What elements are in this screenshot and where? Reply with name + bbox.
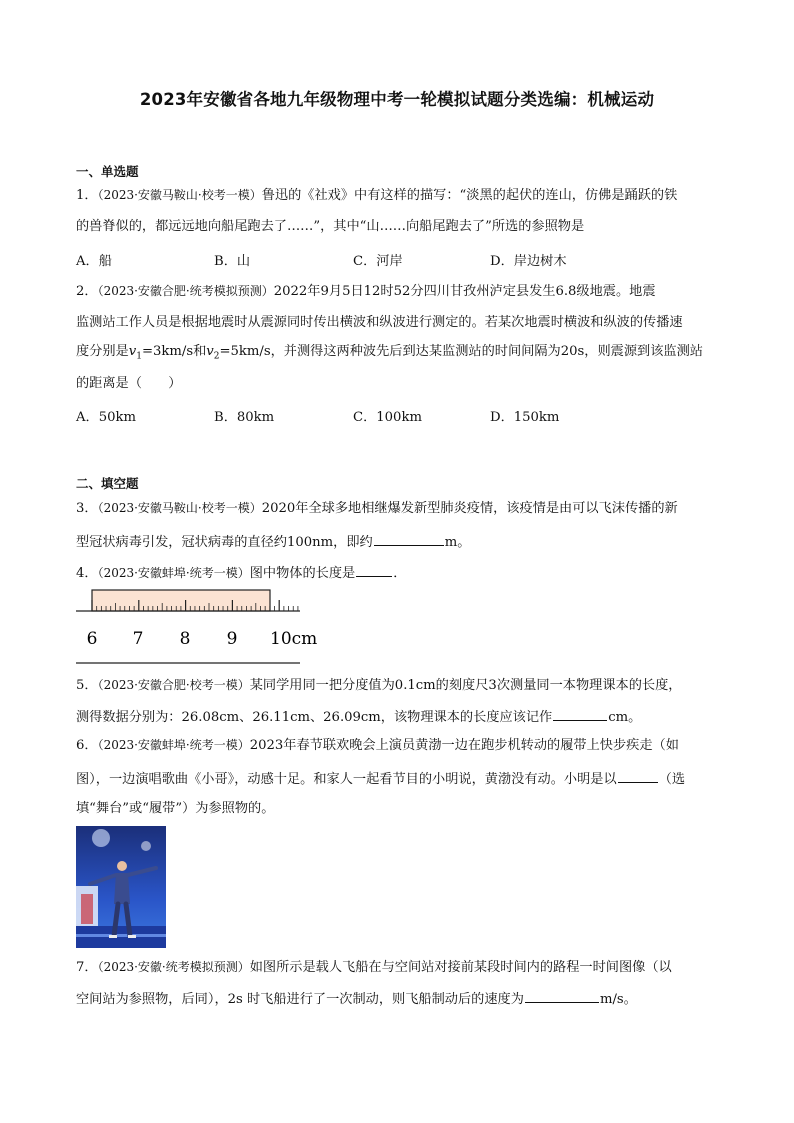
- answer-blank-q5[interactable]: [553, 706, 607, 721]
- question-1-option-c[interactable]: C．河岸: [353, 254, 403, 269]
- page-title: 2023年安徽省各地九年级物理中考一轮模拟试题分类选编：机械运动: [139, 90, 655, 109]
- question-6-number: 6．: [76, 738, 98, 753]
- question-2-line-1: 2．（2023·安徽合肥·统考模拟预测）2022年9月5日12时52分四川甘孜州泸定县发生6.8级地震。地震: [76, 284, 656, 299]
- question-2-line-4: 的距离是（ ）: [76, 376, 182, 391]
- section-single-choice: 一、单选题: [76, 164, 139, 179]
- question-5-source: （2023·安徽合肥·校考一模）: [97, 678, 250, 692]
- question-2-option-a[interactable]: A．50km: [76, 410, 136, 425]
- question-5-line-2: 测得数据分别为：26.08cm、26.11cm、26.09cm，该物理课本的长度应该记作 cm。: [76, 706, 641, 727]
- question-4-number: 4．: [76, 566, 98, 581]
- question-3-number: 3．: [76, 501, 98, 516]
- question-1-number: 1．: [76, 188, 98, 203]
- question-1-line-2: 的兽脊似的，都远远地向船尾跑去了……”，其中“山……向船尾跑去了”所选的参照物是: [76, 219, 585, 234]
- question-2-option-c[interactable]: C．100km: [353, 410, 422, 425]
- velocity-v1: v: [128, 344, 137, 359]
- question-3-line-1: 3．（2023·安徽马鞍山·校考一模）2020年全球多地相继爆发新型肺炎疫情，该疫情是由可以飞沫传播的新: [76, 501, 678, 516]
- question-6-line-2: 图），一边演唱歌曲《小哥》，动感十足。和家人一起看节目的小明说，黄渤没有动。小明是以 （选: [76, 768, 685, 789]
- question-6-line-1: 6．（2023·安徽蚌埠·统考一模）2023年春节联欢晚会上演员黄渤一边在跑步机转动的履带上快步疾走（如: [76, 738, 679, 753]
- question-1-option-d[interactable]: D．岸边树木: [490, 254, 567, 269]
- ruler-label-9: 9: [226, 629, 238, 649]
- question-6-line-3: 填“舞台”或“履带”）为参照物的。: [76, 801, 275, 816]
- question-1-option-b[interactable]: B．山: [214, 254, 251, 269]
- question-3-source: （2023·安徽马鞍山·校考一模）: [97, 501, 262, 515]
- question-7-number: 7．: [76, 960, 98, 975]
- question-2-number: 2．: [76, 284, 98, 299]
- question-4-line-1: 4．（2023·安徽蚌埠·统考一模）图中物体的长度是 ．: [76, 562, 406, 583]
- question-5-line-1: 5．（2023·安徽合肥·校考一模）某同学用同一把分度值为0.1cm的刻度尺3次测量同一本物理课本的长度，: [76, 678, 682, 693]
- ruler-label-7: 7: [132, 629, 144, 649]
- question-2-source: （2023·安徽合肥·统考模拟预测）: [97, 284, 274, 298]
- answer-blank-q7[interactable]: [525, 988, 599, 1003]
- ruler-label-10cm: 10cm: [270, 629, 318, 649]
- ruler-label-6: 6: [86, 629, 98, 649]
- question-1-source: （2023·安徽马鞍山·校考一模）: [97, 188, 262, 202]
- question-7-line-1: 7．（2023·安徽·统考模拟预测）如图所示是载人飞船在与空间站对接前某段时间内的路程一时间图像（以: [76, 960, 672, 975]
- question-5-number: 5．: [76, 678, 98, 693]
- question-6-source: （2023·安徽蚌埠·统考一模）: [97, 738, 250, 752]
- question-2-option-d[interactable]: D．150km: [490, 410, 560, 425]
- stage-performer-photo: [76, 826, 166, 948]
- answer-blank-q6[interactable]: [618, 768, 658, 783]
- question-4-source: （2023·安徽蚌埠·统考一模）: [97, 566, 250, 580]
- question-1-option-a[interactable]: A．船: [76, 254, 112, 269]
- question-7-line-2: 空间站为参照物，后同），2s 时飞船进行了一次制动，则飞船制动后的速度为 m/s。: [76, 988, 637, 1009]
- question-7-source: （2023·安徽·统考模拟预测）: [97, 960, 250, 974]
- ruler-label-8: 8: [179, 629, 191, 649]
- answer-blank-q4[interactable]: [356, 562, 392, 577]
- question-2-option-b[interactable]: B．80km: [214, 410, 275, 425]
- question-3-line-2: 型冠状病毒引发，冠状病毒的直径约100nm，即约 m。: [76, 531, 470, 552]
- question-2-line-3: 度分别是$v_1=3km/s$和$v_2=5km/s$，并测得这两种波先后到达某监测站的时间间隔为20s，则震源到该监测站: [76, 344, 703, 362]
- section-fill-blank: 二、填空题: [76, 476, 139, 491]
- question-2-line-2: 监测站工作人员是根据地震时从震源同时传出横波和纵波进行测定的。若某次地震时横波和纵波的传播速: [76, 315, 683, 330]
- ruler-figure: [76, 584, 318, 669]
- velocity-v2: v: [206, 344, 214, 359]
- answer-blank-q3[interactable]: [374, 531, 444, 546]
- question-1-line-1: 1．（2023·安徽马鞍山·校考一模）鲁迅的《社戏》中有这样的描写：“淡黑的起伏的连山，仿佛是踊跃的铁: [76, 188, 678, 203]
